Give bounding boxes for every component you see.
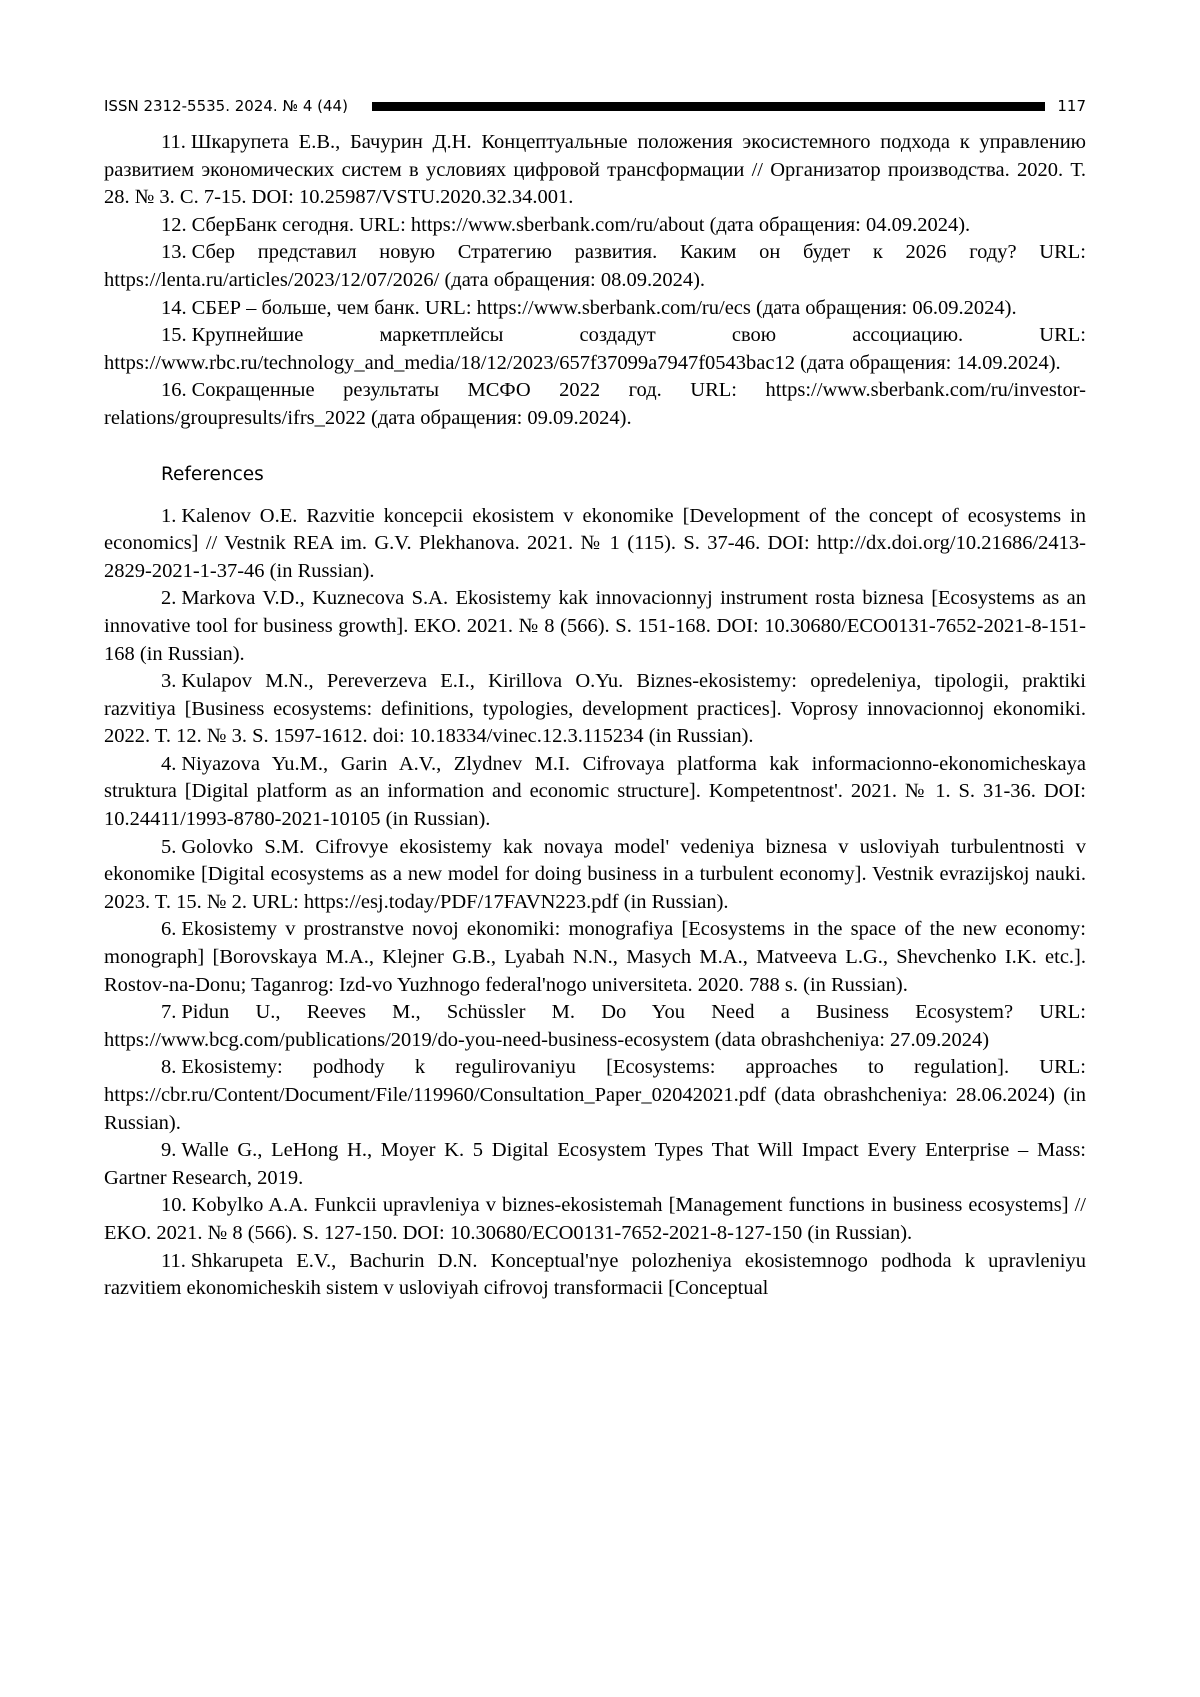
reference-item [104,129,1086,212]
reference-item [104,585,1086,668]
reference-text: Shkarupeta E.V., Bachurin D.N. Konceptual'nye polozheniya ekosistemnogo podhoda k upravleniyu razvitiem ekonomicheskih sistem v usloviyah cifrovoj transformacii [Conceptual [104,1249,1086,1300]
reference-item [104,377,1086,432]
reference-number: 3. [161,670,177,693]
reference-text: Ekosistemy: podhody k regulirovaniyu [Ecosystems: approaches to regulation]. URL: https://cbr.ru/Content/Document/File/119960/Consultation_Paper_02042021.pdf (data obrashcheniya: 28.06.2024) (in Russian). [104,1056,1086,1134]
reference-text: СБЕР – больше, чем банк. URL: https://www.sberbank.com/ru/ecs (дата обращения: 06.09.2024). [191,296,1017,319]
reference-item [104,295,1086,323]
reference-number: 11. [161,1249,186,1272]
reference-number: 8. [161,1056,177,1079]
reference-number: 14. [161,296,187,319]
reference-text: Kalenov O.E. Razvitie koncepcii ekosistem v ekonomike [Development of the concept of ecosystems in economics] // Vestnik REA im. G.V. Plekhanova. 2021. № 1 (115). S. 37-46. DOI: http://dx.doi.org/10.21686/2413-2829-2021-1-37-46 (in Russian). [104,504,1086,582]
reference-text: Markova V.D., Kuznecova S.A. Ekosistemy kak innovacionnyj instrument rosta biznesa [Ecosystems as an innovative tool for business growth]. EKO. 2021. № 8 (566). S. 151-168. DOI: 10.30680/ECO0131-7652-2021-8-151-168 (in Russian). [104,587,1086,665]
english-reference-list [104,503,1086,1303]
reference-number: 13. [161,241,187,264]
reference-item [104,322,1086,377]
reference-item [104,916,1086,999]
reference-text: Golovko S.M. Cifrovye ekosistemy kak novaya model' vedeniya biznesa v usloviyah turbulentnosti v ekonomike [Digital ecosystems as a new model for doing business in a turbulent economy]. Vestnik evrazijskoj nauki. 2023. T. 15. № 2. URL: https://esj.today/PDF/17FAVN223.pdf (in Russian). [104,835,1086,913]
journal-issn: ISSN 2312-5535. 2024. № 4 (44) [104,97,348,115]
reference-text: Шкарупета Е.В., Бачурин Д.Н. Концептуальные положения экосистемного подхода к управлению развитием экономических систем в условиях цифровой трансформации // Организатор производства. 2020. Т. 28. № 3. С. 7-15. DOI: 10.25987/VSTU.2020.32.34.001. [104,131,1086,209]
reference-text: Крупнейшие маркетплейсы создадут свою ассоциацию. URL: https://www.rbc.ru/technology_and_media/18/12/2023/657f37099a7947f0543bac12 (дата обращения: 14.09.2024). [104,324,1086,374]
reference-item [104,1248,1086,1303]
reference-number: 1. [161,504,177,527]
reference-number: 5. [161,835,177,858]
reference-number: 15. [161,324,187,347]
reference-number: 9. [161,1139,177,1162]
page-number: 117 [1057,97,1086,115]
reference-item [104,999,1086,1054]
russian-reference-list [104,129,1086,433]
reference-number: 4. [161,752,177,775]
reference-text: Ekosistemy v prostranstve novoj ekonomiki: monografiya [Ecosystems in the space of the new economy: monograph] [Borovskaya M.A., Klejner G.B., Lyabah N.N., Masych M.A., Matveeva L.G., Shevchenko I.K. etc.]. Rostov-na-Donu; Taganrog: Izd-vo Yuzhnogo federal'nogo universiteta. 2020. 788 s. (in Russian). [104,918,1086,996]
reference-number: 11. [161,131,186,153]
reference-number: 12. [161,213,187,236]
reference-number: 6. [161,918,177,941]
reference-item [104,1192,1086,1247]
reference-item [104,1054,1086,1137]
reference-text: Kulapov M.N., Pereverzeva E.I., Kirillova O.Yu. Biznes-ekosistemy: opredeleniya, tipologii, praktiki razvitiya [Business ecosystems: definitions, typologies, development practices]. Voprosy innovacionnoj ekonomiki. 2022. T. 12. № 3. S. 1597-1612. doi: 10.18334/vinec.12.3.115234 (in Russian). [104,670,1086,748]
reference-text: Kobylko A.A. Funkcii upravleniya v biznes-ekosistemah [Management functions in business ecosystems] // EKO. 2021. № 8 (566). S. 127-150. DOI: 10.30680/ECO0131-7652-2021-8-127-150 (in Russian). [104,1194,1086,1244]
references-heading: References [161,463,264,485]
reference-item [104,751,1086,834]
reference-text: Сокращенные результаты МСФО 2022 год. URL: https://www.sberbank.com/ru/investor-relations/groupresults/ifrs_2022 (дата обращения: 09.09.2024). [104,379,1086,429]
reference-item [104,212,1086,240]
reference-item [104,239,1086,294]
reference-text: Сбер представил новую Стратегию развития. Каким он будет к 2026 году? URL: https://lenta.ru/articles/2023/12/07/2026/ (дата обращения: 08.09.2024). [104,241,1086,291]
reference-item [104,668,1086,751]
reference-item [104,834,1086,917]
reference-text: Niyazova Yu.M., Garin A.V., Zlydnev M.I. Cifrovaya platforma kak informacionno-ekonomicheskaya struktura [Digital platform as an information and economic structure]. Kompetentnost'. 2021. № 1. S. 31-36. DOI: 10.24411/1993-8780-2021-10105 (in Russian). [104,752,1086,831]
reference-number: 10. [161,1194,187,1217]
reference-text: Walle G., LeHong H., Moyer K. 5 Digital Ecosystem Types That Will Impact Every Enterprise – Mass: Gartner Research, 2019. [104,1139,1086,1189]
running-header [104,94,1086,118]
reference-list [104,129,1086,1303]
reference-text: СберБанк сегодня. URL: https://www.sberbank.com/ru/about (дата обращения: 04.09.2024). [191,213,971,236]
reference-item [104,503,1086,586]
reference-number: 2. [161,587,177,610]
header-rule [372,102,1045,111]
reference-number: 7. [161,1001,177,1024]
reference-text: Pidun U., Reeves M., Schüssler M. Do You Need a Business Ecosystem? URL: https://www.bcg.com/publications/2019/do-you-need-business-ecosystem (data obrashcheniya: 27.09.2024) [104,1001,1086,1051]
reference-item [104,1137,1086,1192]
reference-number: 16. [161,379,187,402]
